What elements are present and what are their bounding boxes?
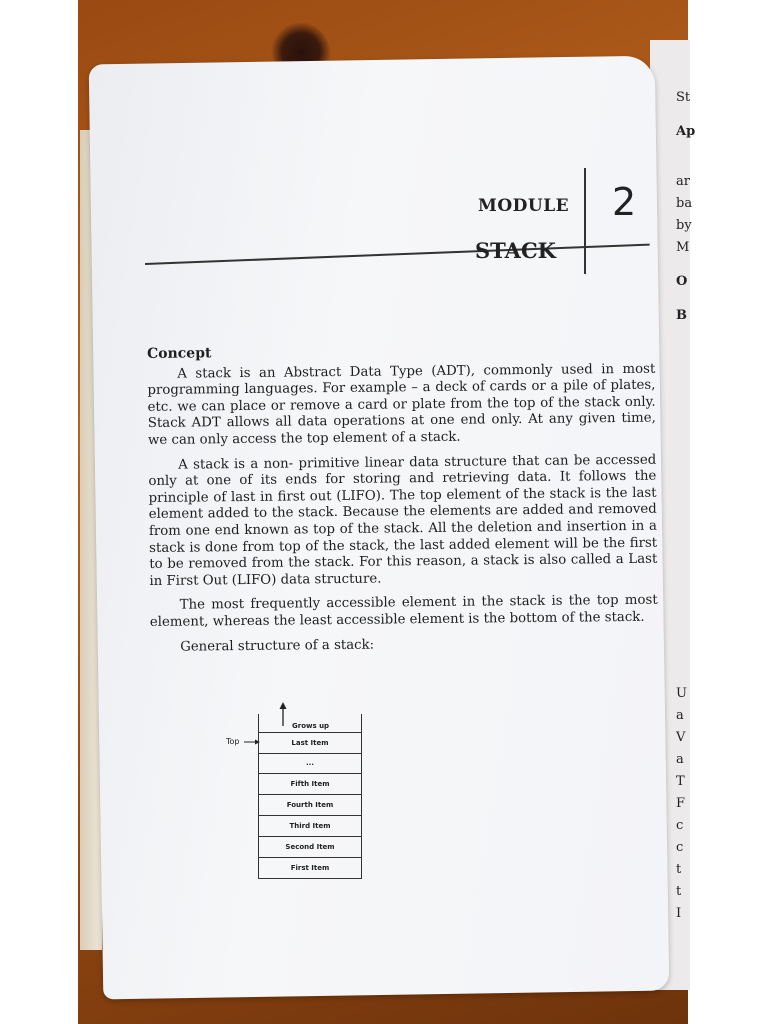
facing-page-fragment: Ap — [676, 124, 696, 139]
chapter-title: STACK — [475, 238, 556, 263]
stack-item: Second Item — [258, 837, 362, 858]
stack-diagram — [226, 700, 376, 900]
stack-item: Fifth Item — [258, 774, 362, 795]
facing-page-fragment: B — [676, 308, 687, 323]
facing-page-fragment: ar — [676, 174, 690, 189]
stack-wall-right-top — [361, 714, 362, 732]
module-label: MODULE — [478, 196, 570, 216]
stack-item: First Item — [258, 858, 362, 879]
module-divider-vertical — [584, 168, 586, 274]
stack-item: ... — [258, 753, 362, 774]
facing-page-fragment: a — [676, 752, 684, 767]
grows-up-label: Grows up — [292, 722, 330, 730]
top-label: Top — [226, 737, 240, 746]
concept-section — [147, 341, 658, 664]
stack-wall-left-top — [258, 714, 259, 732]
facing-page-fragment: c — [676, 840, 684, 855]
stack-item: Last Item — [258, 732, 362, 754]
facing-page-fragment: by — [676, 218, 692, 233]
grows-up-arrowhead — [280, 702, 287, 709]
paragraph: A stack is a non- primitive linear data structure that can be accessed only at one of its ends for storing and retrieving data. It follows the principle of last in first out (LIFO). The top element of the stack is the last element added to the stack. Because the elements are added and removed from one end known as top of the stack. All the deletion and insertion in a stack is done from top of the stack, the last added element will be the first to be removed from the stack. For this reason, a stack is also called a Last in First Out (LIFO) data structure. — [148, 452, 658, 589]
facing-page-fragment: V — [676, 730, 686, 745]
facing-page-fragment: O — [676, 274, 688, 289]
stack-item: Third Item — [258, 816, 362, 837]
facing-page-fragment: I — [676, 906, 682, 921]
facing-page-fragment: M — [676, 240, 690, 255]
facing-page-fragment: t — [676, 862, 682, 877]
figure-caption: General structure of a stack: — [180, 637, 375, 655]
paragraph: The most frequently accessible element in the stack is the top most element, whereas the least accessible element is the bottom of the stack. — [149, 592, 658, 630]
stack-item: Fourth Item — [258, 795, 362, 816]
facing-page-fragment: c — [676, 818, 684, 833]
facing-page-fragment: T — [676, 774, 685, 789]
paragraph: A stack is an Abstract Data Type (ADT), commonly used in most programming languages. For example – a deck of cards or a pile of plates, etc. we can place or remove a card or plate from the top of the stack only. Stack ADT allows all data operations at one end only. At any given time, we can only access the top element of a stack. — [147, 361, 656, 448]
facing-page-fragment: t — [676, 884, 682, 899]
facing-page-fragment: a — [676, 708, 684, 723]
module-number: 2 — [612, 180, 637, 224]
facing-page-fragment: St — [676, 90, 691, 105]
facing-page-fragment: U — [676, 686, 687, 701]
facing-page-fragment: ba — [676, 196, 693, 211]
section-heading: Concept — [147, 345, 212, 362]
facing-page-fragment: F — [676, 796, 686, 811]
